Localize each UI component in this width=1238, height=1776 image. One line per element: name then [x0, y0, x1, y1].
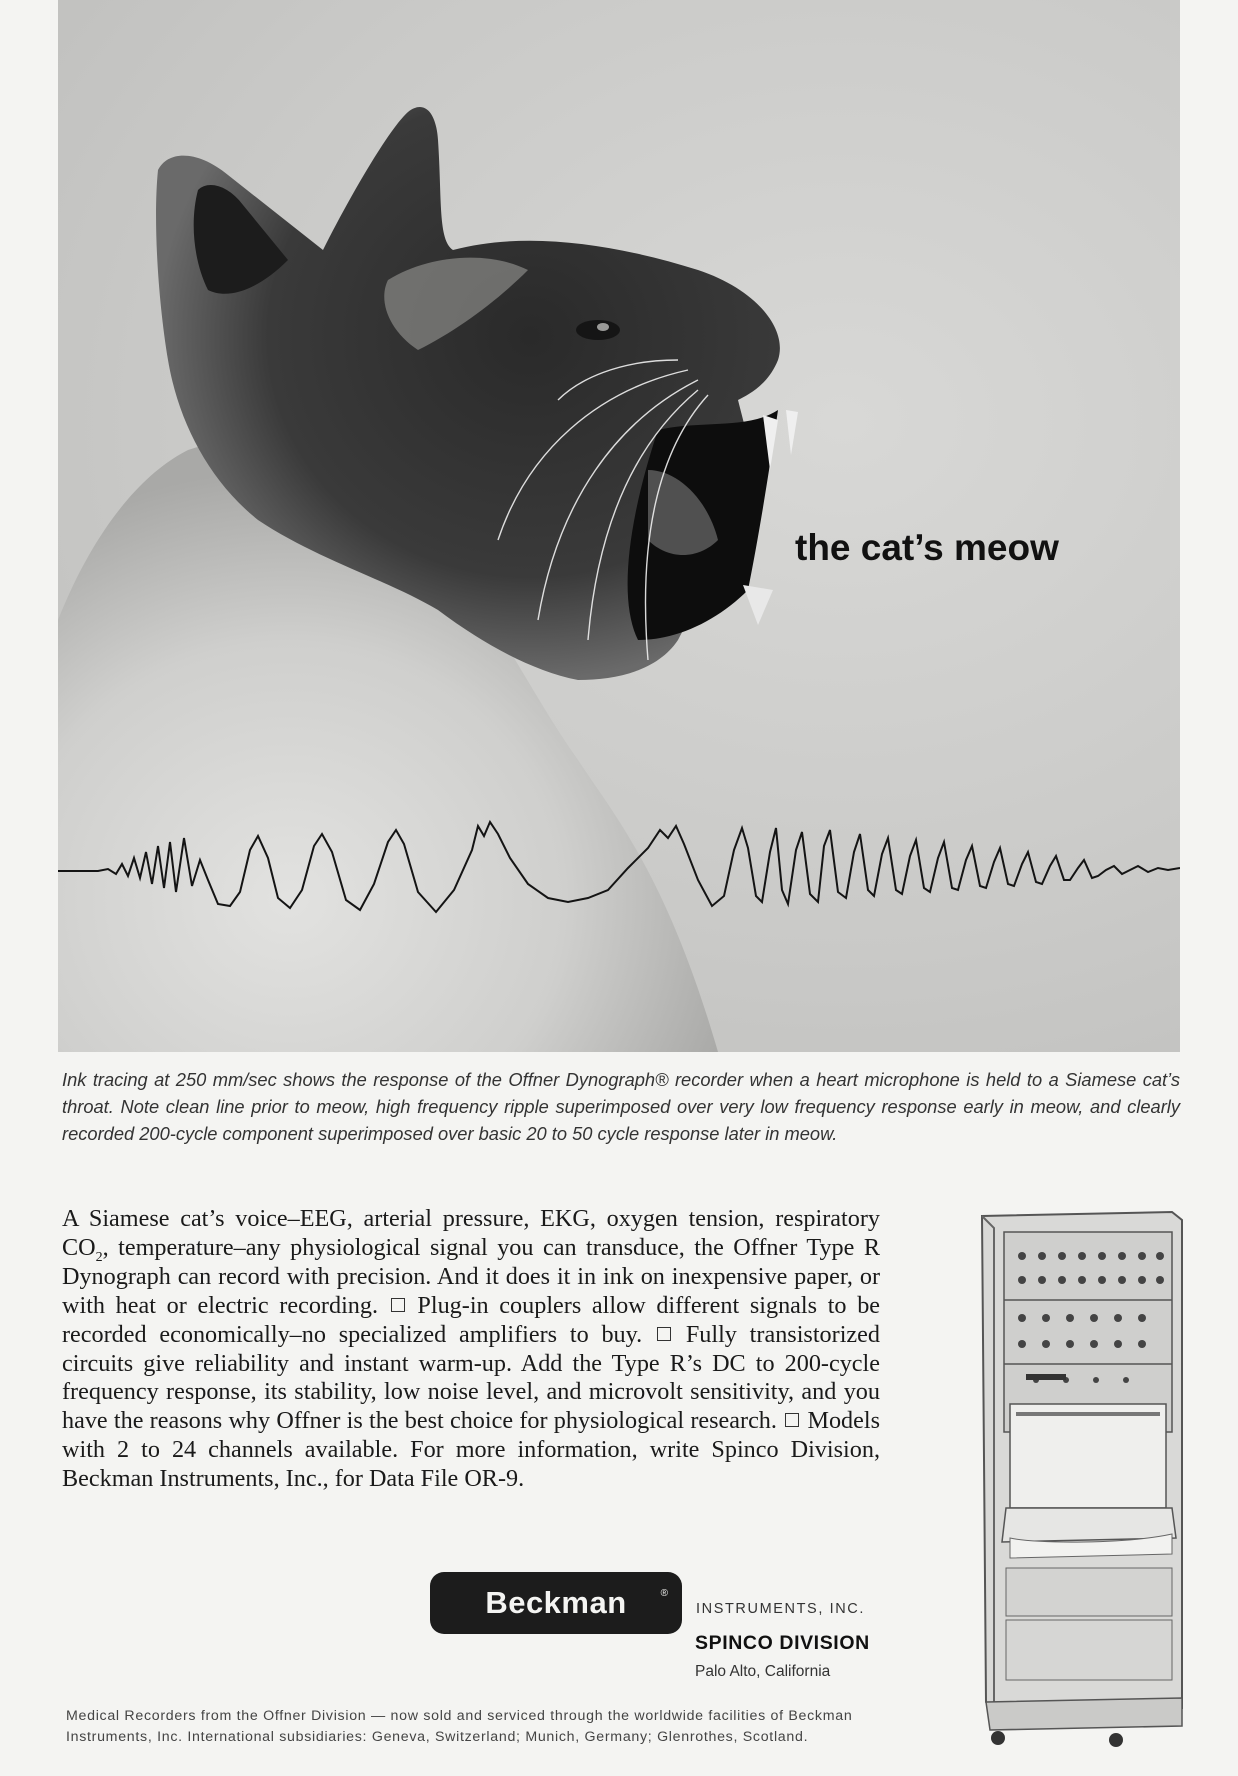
bullet-box-icon	[785, 1413, 799, 1427]
body-copy	[62, 1205, 880, 1494]
cat-photo	[58, 0, 1180, 1052]
bullet-box-icon	[391, 1298, 405, 1312]
registered-mark: ®	[660, 1588, 668, 1599]
body-sentence-2: , temperature–any physiological signal you can transduce, the Offner Type R Dynograph can record with precision. And it does it in ink on inexpensive paper, or with heat or electric recording.	[62, 1233, 880, 1319]
bullet-box-icon	[657, 1327, 671, 1341]
beckman-logo	[430, 1572, 682, 1634]
company-name: INSTRUMENTS, INC.	[696, 1601, 865, 1617]
headline: the cat’s meow	[795, 527, 1059, 568]
co2-subscript: 2	[95, 1249, 103, 1265]
division-name: SPINCO DIVISION	[695, 1632, 870, 1654]
company-location: Palo Alto, California	[695, 1663, 831, 1680]
body-sentence-1: A Siamese cat’s voice–EEG, arterial pressure, EKG, oxygen tension, respiratory CO	[62, 1205, 880, 1261]
body-sentence-3: Plug-in couplers allow different signals to be recorded economically–no specialized amplifiers to buy.	[62, 1291, 881, 1348]
body-sentence-5: Models with 2 to 24 channels available. For more information, write Spinco Division, Beckman Instruments, Inc., for Data File OR-9.	[62, 1407, 881, 1493]
cat-illustration	[58, 0, 1180, 1052]
dynograph-recorder-illustration	[976, 1208, 1186, 1748]
photo-caption: Ink tracing at 250 mm/sec shows the response of the Offner Dynograph® recorder when a heart microphone is held to a Siamese cat’s throat. Note clean line prior to meow, high frequency ripple superimposed over very low frequency response early in meow, and clearly recorded 200-cycle component superimposed over basic 20 to 50 cycle response later in meow.	[62, 1069, 1180, 1144]
footer-note: Medical Recorders from the Offner Division — now sold and serviced through the worldwide facilities of Beckman Instruments, Inc. International subsidiaries: Geneva, Switzerland; Munich, Germany; Glenrothes, Scotland.	[66, 1708, 853, 1745]
body-sentence-4: Fully transistorized circuits give reliability and instant warm-up. Add the Type R’s DC to 200-cycle frequency response, its stability, low noise level, and microvolt sensitivity, and you have the reasons why Offner is the best choice for physiological research.	[62, 1320, 880, 1435]
logo-text: Beckman	[485, 1585, 627, 1620]
